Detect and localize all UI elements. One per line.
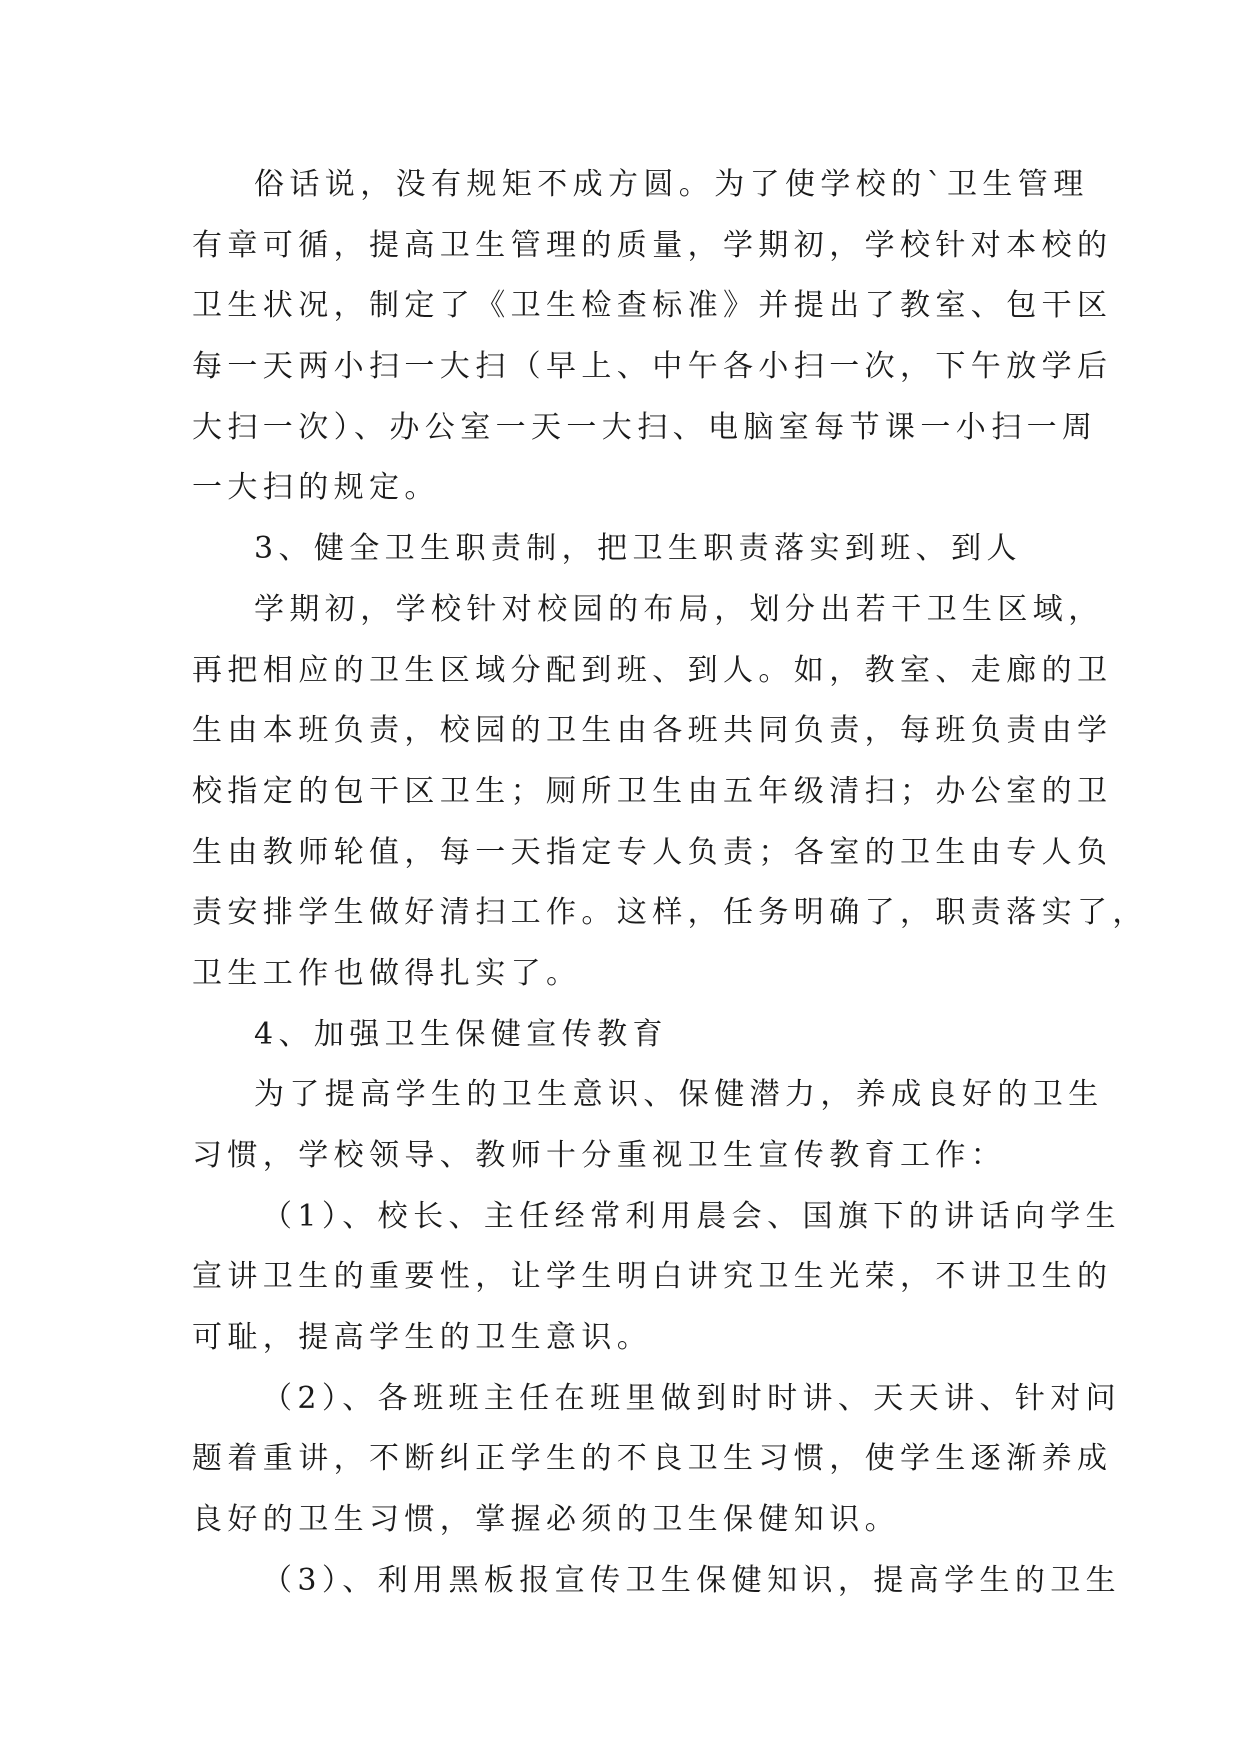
paragraph-line: 责安排学生做好清扫工作。这样，任务明确了，职责落实了， xyxy=(192,895,1148,931)
paragraph-line: 为了提高学生的卫生意识、保健潜力，养成良好的卫生 xyxy=(254,1077,1104,1113)
paragraph-line: 学期初，学校针对校园的布局，划分出若干卫生区域， xyxy=(254,591,1104,627)
section-heading: 3、健全卫生职责制，把卫生职责落实到班、到人 xyxy=(254,531,1022,567)
paragraph-line: 生由教师轮值，每一天指定专人负责；各室的卫生由专人负 xyxy=(192,834,1113,870)
list-item-line: （1）、校长、主任经常利用晨会、国旗下的讲话向学生 xyxy=(262,1198,1122,1234)
paragraph-line: 再把相应的卫生区域分配到班、到人。如，教室、走廊的卫 xyxy=(192,652,1113,688)
list-item-line: （3）、利用黑板报宣传卫生保健知识，提高学生的卫生 xyxy=(262,1562,1122,1598)
document-body xyxy=(192,155,1148,1612)
paragraph-line: 俗话说，没有规矩不成方圆。为了使学校的`卫生管理 xyxy=(254,167,1089,202)
paragraph-line: 每一天两小扫一大扫（早上、中午各小扫一次，下午放学后 xyxy=(192,349,1113,385)
paragraph-line: 卫生工作也做得扎实了。 xyxy=(192,955,582,991)
paragraph-line: 良好的卫生习惯，掌握必须的卫生保健知识。 xyxy=(192,1502,900,1538)
paragraph-line: 一大扫的规定。 xyxy=(192,470,440,506)
paragraph-line: 生由本班负责，校园的卫生由各班共同负责，每班负责由学 xyxy=(192,713,1113,749)
paragraph-line: 习惯，学校领导、教师十分重视卫生宣传教育工作： xyxy=(192,1138,1007,1173)
paragraph-line: 大扫一次）、办公室一天一大扫、电脑室每节课一小扫一周 xyxy=(192,409,1098,445)
paragraph-line: 校指定的包干区卫生；厕所卫生由五年级清扫；办公室的卫 xyxy=(192,773,1113,809)
section-heading: 4、加强卫生保健宣传教育 xyxy=(254,1016,668,1052)
paragraph-line: 有章可循，提高卫生管理的质量，学期初，学校针对本校的 xyxy=(192,227,1113,263)
paragraph-line: 宣讲卫生的重要性，让学生明白讲究卫生光荣，不讲卫生的 xyxy=(192,1259,1113,1295)
paragraph-line: 卫生状况，制定了《卫生检查标准》并提出了教室、包干区 xyxy=(192,288,1113,324)
paragraph-line: 题着重讲，不断纠正学生的不良卫生习惯，使学生逐渐养成 xyxy=(192,1441,1113,1477)
paragraph-line: 可耻，提高学生的卫生意识。 xyxy=(192,1320,653,1356)
list-item-line: （2）、各班班主任在班里做到时时讲、天天讲、针对问 xyxy=(262,1380,1122,1416)
